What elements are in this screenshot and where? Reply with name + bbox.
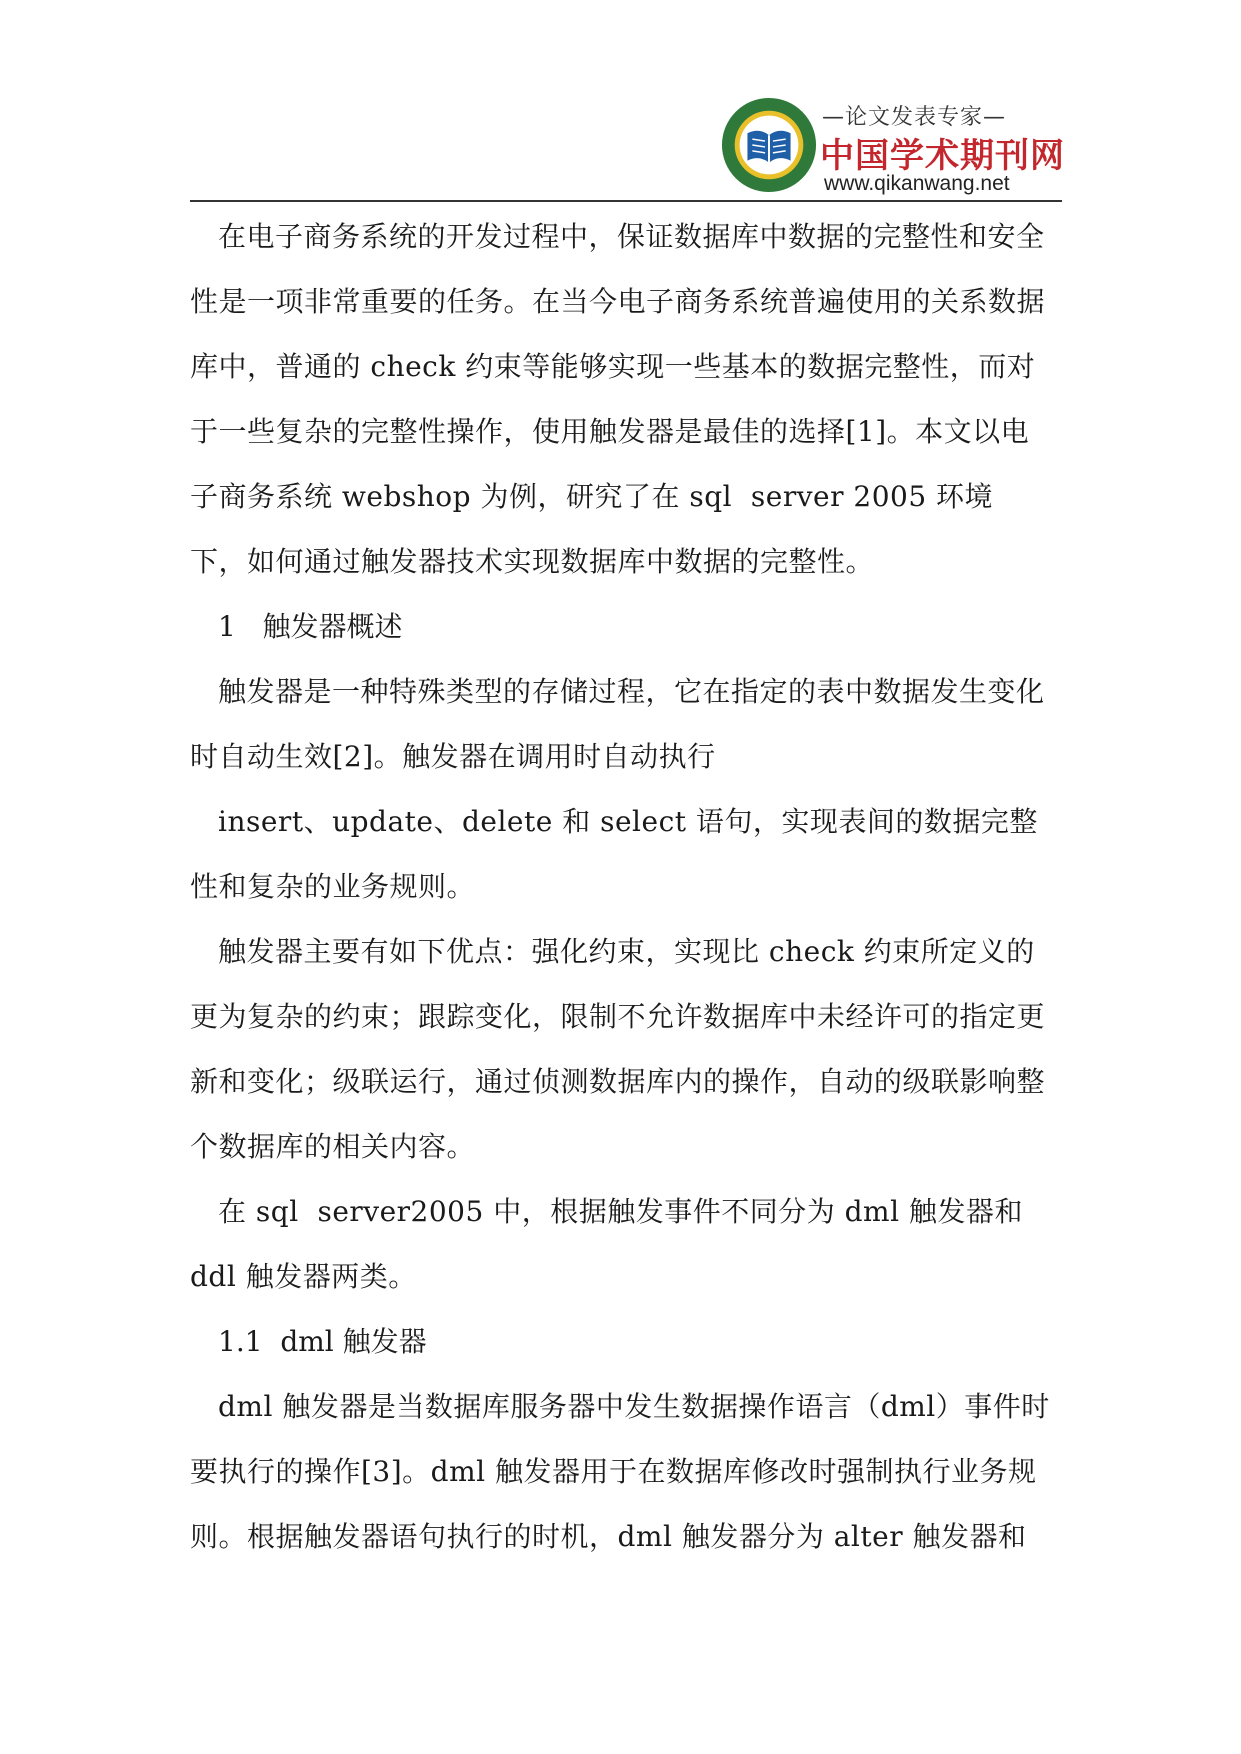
logo-site-name: 中国学术期刊网 [820,136,1065,176]
logo-url: www.qikanwang.net [824,172,1010,195]
logo-slogan: —论文发表专家— [822,105,1007,130]
header-divider [190,200,1062,202]
section-heading-1: 1 触发器概述 [218,610,403,643]
page-header [190,86,1065,202]
paragraph-dml-trigger: dml 触发器是当数据库服务器中发生数据操作语言（dml）事件时要执行的操作[3]。dml 触发器用于在数据库修改时强制执行业务规则。根据触发器语句执行的时机，dml 触发器分为 alter 触发器和 [190,1390,1050,1553]
paragraph-trigger-statements: insert、update、delete 和 select 语句，实现表间的数据完整性和复杂的业务规则。 [190,805,1038,903]
document-body [190,204,1050,1569]
paragraph-trigger-types: 在 sql server2005 中，根据触发事件不同分为 dml 触发器和 ddl 触发器两类。 [190,1195,1033,1293]
paragraph-trigger-advantages: 触发器主要有如下优点：强化约束，实现比 check 约束所定义的更为复杂的约束；跟踪变化，限制不允许数据库中未经许可的指定更新和变化；级联运行，通过侦测数据库内的操作，自动的级联影响整个数据库的相关内容。 [190,935,1046,1163]
section-heading-1-1: 1.1 dml 触发器 [218,1325,427,1358]
site-logo [720,86,1065,198]
paragraph-intro: 在电子商务系统的开发过程中，保证数据库中数据的完整性和安全性是一项非常重要的任务。在当今电子商务系统普遍使用的关系数据库中，普通的 check 约束等能够实现一些基本的数据完整性，而对于一些复杂的完整性操作，使用触发器是最佳的选择[1]。本文以电子商务系统 webshop 为例，研究了在 sql server 2005 环境下，如何通过触发器技术实现数据库中数据的完整性。 [190,220,1046,578]
seal-logo-icon [720,96,818,194]
paragraph-trigger-definition: 触发器是一种特殊类型的存储过程，它在指定的表中数据发生变化时自动生效[2]。触发器在调用时自动执行 [190,675,1045,773]
